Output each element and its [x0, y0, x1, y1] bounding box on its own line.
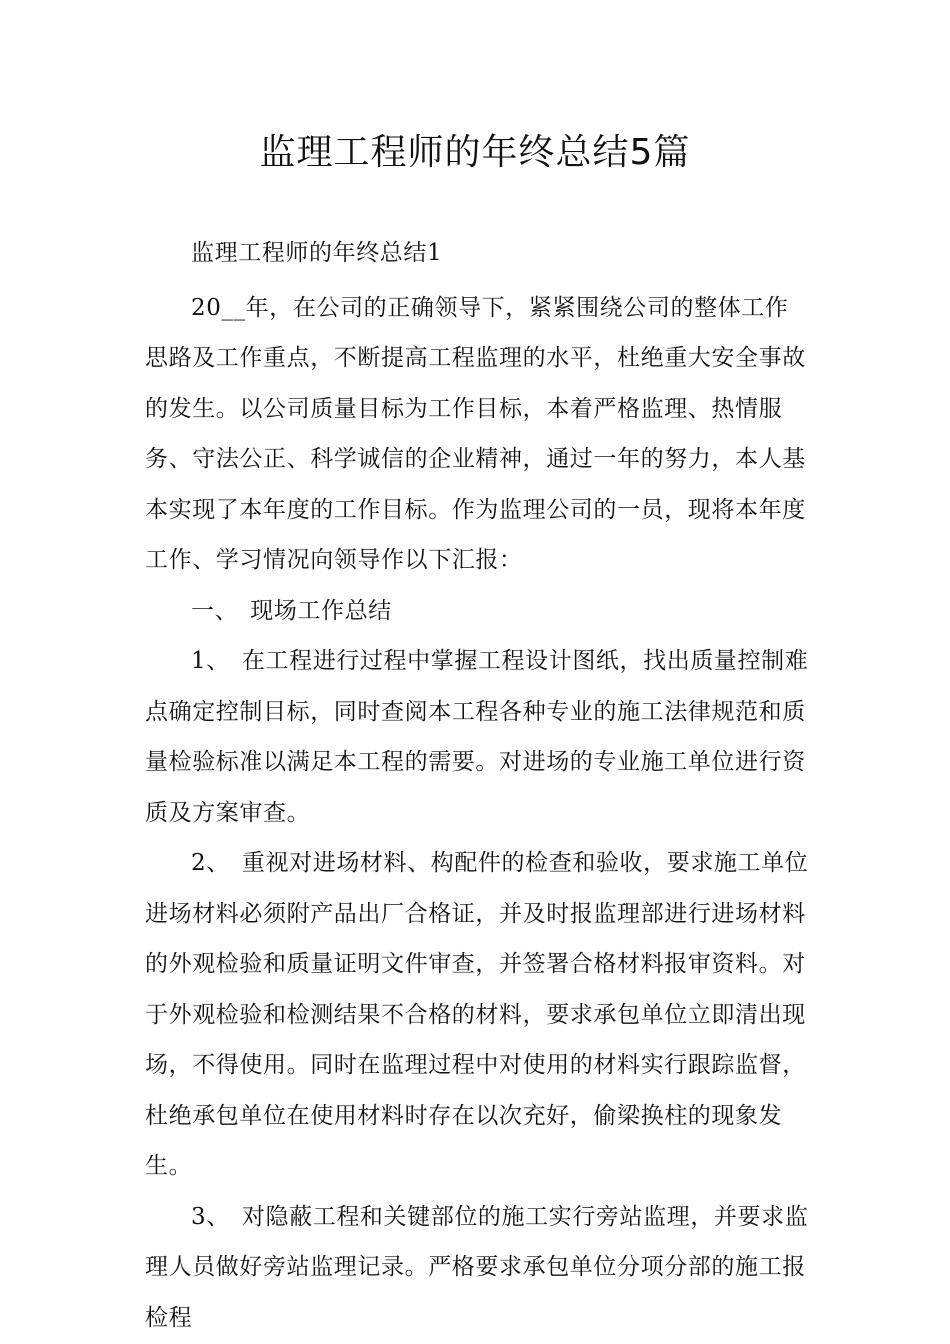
section-heading: 监理工程师的年终总结1	[191, 240, 443, 266]
document-body	[145, 228, 811, 1343]
body-paragraph: 20__年，在公司的正确领导下，紧紧围绕公司的整体工作思路及工作重点，不断提高工程监理的水平，杜绝重大安全事故的发生。以公司质量目标为工作目标，本着严格监理、热情服务、守法公正、科学诚信的企业精神，通过一年的努力，本人基本实现了本年度的工作目标。作为监理公司的一员，现将本年度工作、学习情况向领导作以下汇报：	[145, 294, 806, 573]
document-title: 监理工程师的年终总结5篇	[259, 132, 691, 173]
body-paragraph: 2、 重视对进场材料、构配件的检查和验收，要求施工单位进场材料必须附产品出厂合格证，并及时报监理部进行进场材料的外观检验和质量证明文件审查，并签署合格材料报审资料。对于外观检验和检测结果不合格的材料，要求承包单位立即清出现场，不得使用。同时在监理过程中对使用的材料实行跟踪监督，杜绝承包单位在使用材料时存在以次充好，偷梁换柱的现象发生。	[145, 850, 809, 1179]
body-paragraph: 3、 对隐蔽工程和关键部位的施工实行旁站监理，并要求监理人员做好旁站监理记录。严格要求承包单位分项分部的施工报检程	[145, 1203, 809, 1331]
body-paragraph: 1、 在工程进行过程中掌握工程设计图纸，找出质量控制难点确定控制目标，同时查阅本工程各种专业的施工法律规范和质量检验标准以满足本工程的需要。对进场的专业施工单位进行资质及方案审查。	[145, 648, 809, 826]
section-heading: 一、 现场工作总结	[191, 597, 392, 624]
